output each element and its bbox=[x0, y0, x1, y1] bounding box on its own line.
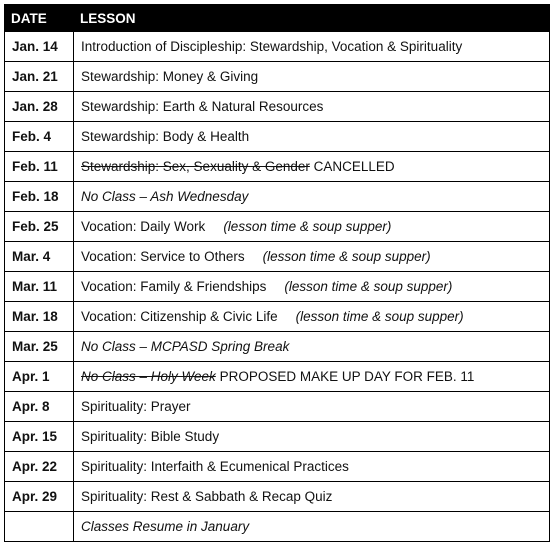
date-cell: Apr. 8 bbox=[5, 392, 74, 422]
date-cell: Mar. 4 bbox=[5, 242, 74, 272]
table-row bbox=[5, 302, 550, 332]
cancelled-lesson-text: No Class – Holy Week bbox=[81, 369, 216, 384]
table-row bbox=[5, 122, 550, 152]
lesson-cell: Stewardship: Money & Giving bbox=[74, 62, 550, 92]
lesson-cell: Spirituality: Prayer bbox=[74, 392, 550, 422]
table-row bbox=[5, 152, 550, 182]
lesson-cell: Spirituality: Bible Study bbox=[74, 422, 550, 452]
lesson-schedule-table bbox=[4, 4, 550, 542]
table-row bbox=[5, 182, 550, 212]
date-cell: Jan. 14 bbox=[5, 32, 74, 62]
lesson-note: (lesson time & soup supper) bbox=[262, 249, 431, 264]
lesson-cell: Introduction of Discipleship: Stewardship, Vocation & Spirituality bbox=[74, 32, 550, 62]
date-cell: Mar. 11 bbox=[5, 272, 74, 302]
table-row bbox=[5, 242, 550, 272]
date-cell: Feb. 18 bbox=[5, 182, 74, 212]
date-cell: Apr. 22 bbox=[5, 452, 74, 482]
date-cell: Apr. 29 bbox=[5, 482, 74, 512]
table-row bbox=[5, 452, 550, 482]
date-cell: Apr. 15 bbox=[5, 422, 74, 452]
lesson-cell bbox=[74, 362, 550, 392]
lesson-cell bbox=[74, 242, 550, 272]
date-cell: Mar. 18 bbox=[5, 302, 74, 332]
date-cell: Apr. 1 bbox=[5, 362, 74, 392]
lesson-note: (lesson time & soup supper) bbox=[223, 219, 392, 234]
lesson-cell: No Class – MCPASD Spring Break bbox=[74, 332, 550, 362]
date-cell: Feb. 25 bbox=[5, 212, 74, 242]
lesson-text: Vocation: Citizenship & Civic Life bbox=[81, 309, 278, 324]
lesson-cell bbox=[74, 302, 550, 332]
lesson-cell bbox=[74, 212, 550, 242]
table-row bbox=[5, 482, 550, 512]
lesson-cell bbox=[74, 152, 550, 182]
date-column-header: DATE bbox=[5, 5, 74, 32]
lesson-cell: Stewardship: Body & Health bbox=[74, 122, 550, 152]
date-cell: Feb. 11 bbox=[5, 152, 74, 182]
date-cell: Mar. 25 bbox=[5, 332, 74, 362]
lesson-cell: Spirituality: Interfaith & Ecumenical Practices bbox=[74, 452, 550, 482]
date-cell bbox=[5, 512, 74, 542]
table-row bbox=[5, 362, 550, 392]
table-row bbox=[5, 62, 550, 92]
makeup-label: PROPOSED MAKE UP DAY FOR FEB. 11 bbox=[219, 369, 475, 384]
lesson-note: (lesson time & soup supper) bbox=[284, 279, 453, 294]
lesson-cell: Spirituality: Rest & Sabbath & Recap Quiz bbox=[74, 482, 550, 512]
cancelled-lesson-text: Stewardship: Sex, Sexuality & Gender bbox=[81, 159, 310, 174]
lesson-note: (lesson time & soup supper) bbox=[295, 309, 464, 324]
table-row bbox=[5, 332, 550, 362]
lesson-cell: Stewardship: Earth & Natural Resources bbox=[74, 92, 550, 122]
table-row bbox=[5, 422, 550, 452]
lesson-column-header: LESSON bbox=[74, 5, 550, 32]
date-cell: Jan. 21 bbox=[5, 62, 74, 92]
date-cell: Jan. 28 bbox=[5, 92, 74, 122]
table-row bbox=[5, 92, 550, 122]
lesson-text: Vocation: Service to Others bbox=[81, 249, 245, 264]
lesson-cell: No Class – Ash Wednesday bbox=[74, 182, 550, 212]
table-row bbox=[5, 212, 550, 242]
date-cell: Feb. 4 bbox=[5, 122, 74, 152]
lesson-text: Vocation: Daily Work bbox=[81, 219, 206, 234]
header-row bbox=[5, 5, 550, 32]
lesson-cell bbox=[74, 272, 550, 302]
table-row bbox=[5, 32, 550, 62]
table-row bbox=[5, 512, 550, 542]
table-row bbox=[5, 272, 550, 302]
lesson-cell: Classes Resume in January bbox=[74, 512, 550, 542]
table-row bbox=[5, 392, 550, 422]
cancelled-label: CANCELLED bbox=[313, 159, 395, 174]
lesson-text: Vocation: Family & Friendships bbox=[81, 279, 267, 294]
